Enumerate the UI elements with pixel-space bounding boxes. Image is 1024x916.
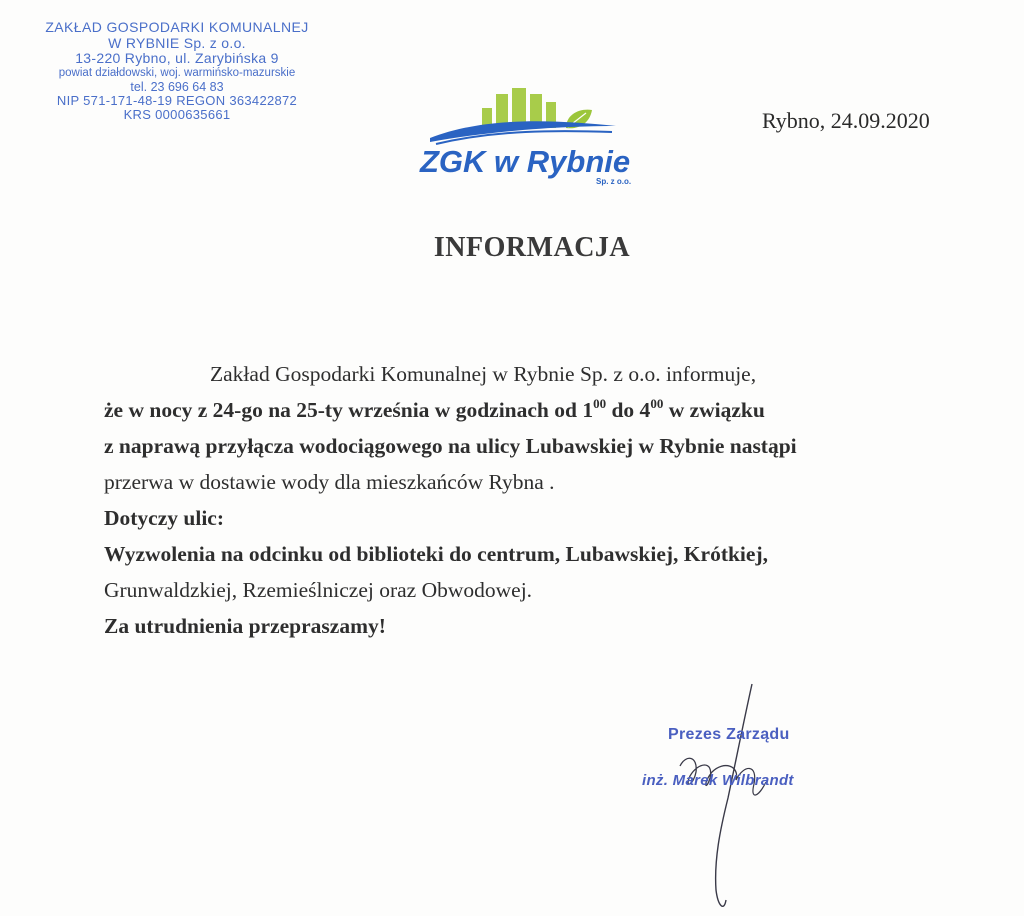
document-body xyxy=(104,356,924,644)
logo-suffix: Sp. z o.o. xyxy=(596,177,632,186)
signature-title: Prezes Zarządu xyxy=(668,726,790,743)
stamp-company-name: ZAKŁAD GOSPODARKI KOMUNALNEJ xyxy=(45,19,309,35)
zgk-logo-icon xyxy=(416,80,646,190)
body-line-streets-2: Grunwaldzkiej, Rzemieślniczej oraz Obwodowej. xyxy=(104,578,533,602)
stamp-phone: tel. 23 696 64 83 xyxy=(130,79,224,94)
stamp-region: powiat działdowski, woj. warmińsko-mazurskie xyxy=(58,67,296,80)
stamp-krs: KRS 0000635661 xyxy=(123,107,231,123)
logo-text: ZGK w Rybnie xyxy=(420,144,631,179)
body-line-streets-heading: Dotyczy ulic: xyxy=(104,506,225,530)
zgk-logo xyxy=(416,80,646,190)
signature-block xyxy=(640,680,900,916)
body-line-outage: przerwa w dostawie wody dla mieszkańców Rybna . xyxy=(104,470,555,494)
body-time-text-a: że w nocy z 24-go na 25-ty września w godzinach od 1 xyxy=(104,398,594,422)
body-line-repair: z naprawą przyłącza wodociągowego na ulicy Lubawskiej w Rybnie nastąpi xyxy=(104,434,797,458)
stamp-nip-regon: NIP 571-171-48-19 REGON 363422872 xyxy=(56,92,298,108)
body-time-sup-end: 00 xyxy=(650,396,664,411)
body-time-sup-start: 00 xyxy=(593,396,607,411)
document-date: Rybno, 24.09.2020 xyxy=(762,108,930,133)
signature-name: inż. Marek Wilbrandt xyxy=(642,772,794,789)
body-line-apology: Za utrudnienia przepraszamy! xyxy=(104,614,386,638)
stamp-company-suffix: W RYBNIE Sp. z o.o. xyxy=(108,34,246,51)
body-time-text-c: w związku xyxy=(663,398,765,422)
handwritten-signature-icon xyxy=(640,680,900,916)
body-time-text-b: do 4 xyxy=(606,398,651,422)
company-stamp xyxy=(22,20,332,123)
body-line-time xyxy=(104,392,924,428)
document-title: INFORMACJA xyxy=(433,232,631,263)
stamp-address: 13-220 Rybno, ul. Zarybińska 9 xyxy=(75,50,279,67)
body-line-intro: Zakład Gospodarki Komunalnej w Rybnie Sp. z o.o. informuje, xyxy=(210,362,757,386)
body-line-streets-1: Wyzwolenia na odcinku od biblioteki do centrum, Lubawskiej, Krótkiej, xyxy=(104,542,768,566)
